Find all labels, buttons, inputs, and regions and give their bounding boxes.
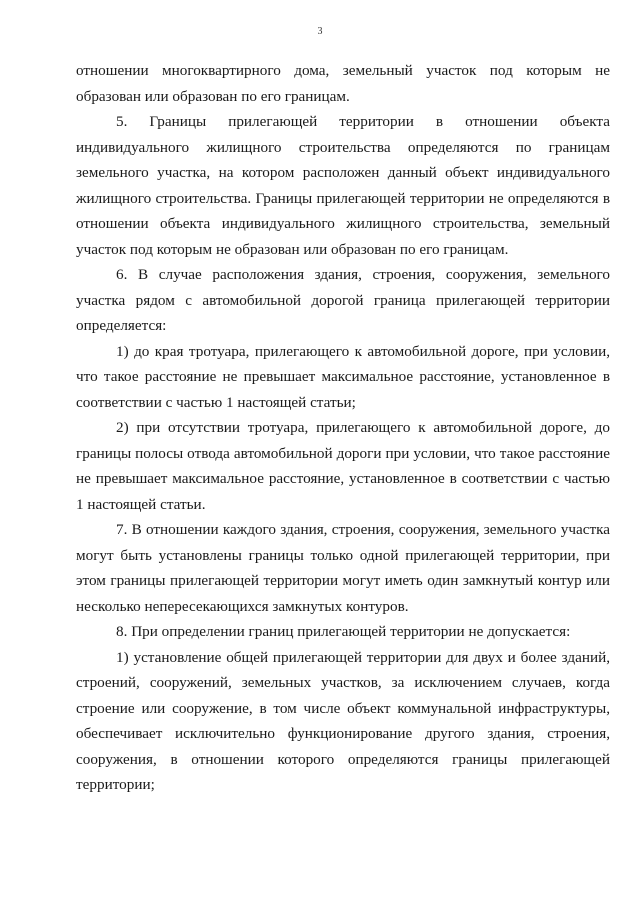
paragraph-5: 5. Границы прилегающей территории в отношении объекта индивидуального жилищного строительства определяются по границам земельного участка, на котором расположен данный объект индивидуального жилищного строительства. Границы прилегающей территории не определяются в отношении объекта индивидуального жилищного строительства, земельный участок под которым не образован или образован по его границам. bbox=[76, 113, 610, 258]
paragraph-continuation: отношении многоквартирного дома, земельный участок под которым не образован или образован по его границам. bbox=[76, 62, 610, 105]
paragraph-6: 6. В случае расположения здания, строения, сооружения, земельного участка рядом с автомобильной дорогой граница прилегающей территории определяется: bbox=[76, 266, 610, 334]
paragraph-6-item-1: 1) до края тротуара, прилегающего к автомобильной дороге, при условии, что такое расстояние не превышает максимальное расстояние, установленное в соответствии с частью 1 настоящей статьи; bbox=[76, 342, 610, 411]
page-number: 3 bbox=[317, 26, 323, 37]
paragraph-7: 7. В отношении каждого здания, строения, сооружения, земельного участка могут быть установлены границы только одной прилегающей территории, при этом границы прилегающей территории могут иметь один замкнутый контур или несколько непересекающихся замкнутых контуров. bbox=[76, 521, 610, 615]
document-body bbox=[76, 58, 610, 798]
paragraph-6-item-2: 2) при отсутствии тротуара, прилегающего к автомобильной дороге, до границы полосы отвода автомобильной дороги при условии, что такое расстояние не превышает максимальное расстояние, установленное в соответствии с частью 1 настоящей статьи. bbox=[76, 419, 610, 513]
paragraph-8-item-1: 1) установление общей прилегающей территории для двух и более зданий, строений, сооружений, земельных участков, за исключением случаев, когда строение или сооружение, в том числе объект коммунальной инфраструктуры, обеспечивает исключительно функционирование другого здания, строения, сооружения, в отношении которого определяются границы прилегающей территории; bbox=[76, 648, 610, 793]
paragraph-8: 8. При определении границ прилегающей территории не допускается: bbox=[116, 623, 571, 640]
